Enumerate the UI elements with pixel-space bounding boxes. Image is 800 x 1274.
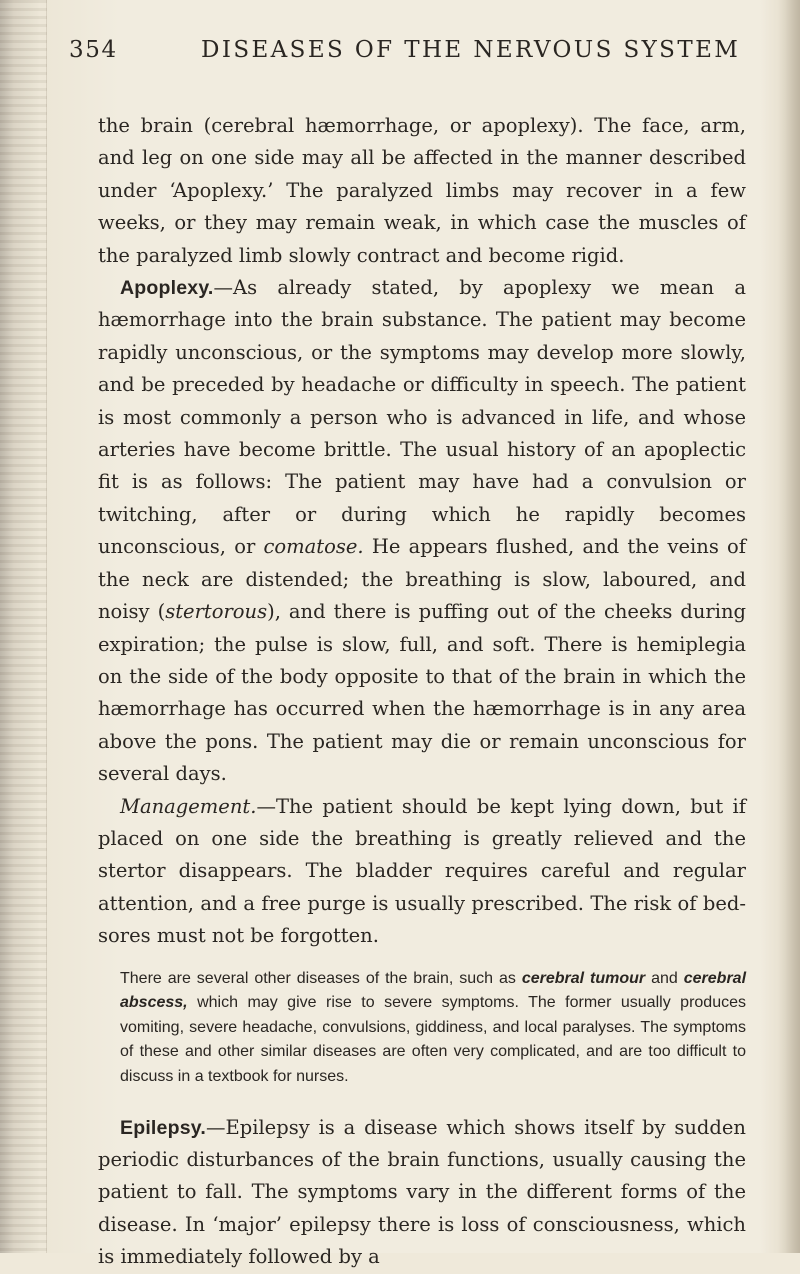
paragraph-apoplexy: [98, 272, 746, 791]
term-stertorous: stertorous: [165, 600, 268, 624]
paragraph-brain-haemorrhage: [98, 110, 746, 272]
paragraph-text: which may give rise to severe symptoms. The former usually produces vomiting, severe headache, convulsions, giddiness, and local paralyses. The symptoms of these and other similar diseases are often very complicated, and are too difficult to discuss in a textbook for nurses.: [120, 994, 746, 1085]
paragraph-text: the brain (cerebral hæmorrhage, or apoplexy). The face, arm, and leg on one side may all be affected in the manner described under ‘Apoplexy.’ The paralyzed limbs may recover in a few weeks, or they may remain weak, in which case the muscles of the paralyzed limb slowly contract and become rigid.: [98, 114, 746, 267]
term-comatose: comatose.: [263, 535, 364, 559]
paragraph-text: —The patient should be kept lying down, but if placed on one side the breathing is greatly relieved and the stertor disappears. The bladder requires careful and regular attention, and a free purge is usually prescribed. The risk of bed-sores must not be forgotten.: [98, 794, 746, 948]
paragraph-text: He appears flushed, and the veins of the neck are distended; the breathing is slow, laboured, and noisy (: [98, 535, 746, 624]
paragraph-text: —As already stated, by apoplexy we mean a hæmorrhage into the brain substance. The patient may become rapidly unconscious, or the symptoms may develop more slowly, and be preceded by headache or difficulty in speech. The patient is most commonly a person who is advanced in life, and whose arteries have become brittle. The usual history of an apoplectic fit is as follows: The patient may have had a convulsion or twitching, after or during which he rapidly becomes unconscious, or: [98, 276, 746, 559]
heading-epilepsy: Epilepsy.: [120, 1116, 206, 1139]
paragraph-epilepsy: [98, 1112, 746, 1274]
page-body: [98, 110, 746, 1274]
running-head: DISEASES OF THE NERVOUS SYSTEM: [201, 37, 741, 63]
term-cerebral-tumour: cerebral tumour: [521, 969, 646, 987]
paragraph-text: —Epilepsy is a disease which shows itself by sudden periodic disturbances of the brain functions, usually causing the patient to fall. The symptoms vary in the different forms of the disease. In ‘major’ epilepsy there is loss of consciousness, which is immediately followed by a: [98, 1115, 746, 1269]
paragraph-text: There are several other diseases of the brain, such as: [120, 969, 522, 987]
heading-management: Management.: [120, 794, 257, 818]
page-gutter: [0, 0, 47, 1253]
term-cerebral-abscess: cerebral abscess,: [120, 969, 747, 1012]
heading-apoplexy: Apoplexy.: [120, 277, 214, 300]
page-edge-shadow: [778, 0, 800, 1253]
paragraph-text: ), and there is puffing out of the cheeks during expiration; the pulse is slow, full, and soft. There is hemiplegia on the side of the body opposite to that of the brain in which the hæmorrhage has occurred when the hæmorrhage is in any area above the pons. The patient may die or remain unconscious for several days.: [98, 600, 746, 786]
page-number: 354: [69, 37, 118, 63]
paragraph-management: [98, 791, 746, 953]
paragraph-other-diseases: [98, 967, 746, 1090]
page-header: [69, 37, 749, 77]
paragraph-text: and: [645, 969, 684, 987]
